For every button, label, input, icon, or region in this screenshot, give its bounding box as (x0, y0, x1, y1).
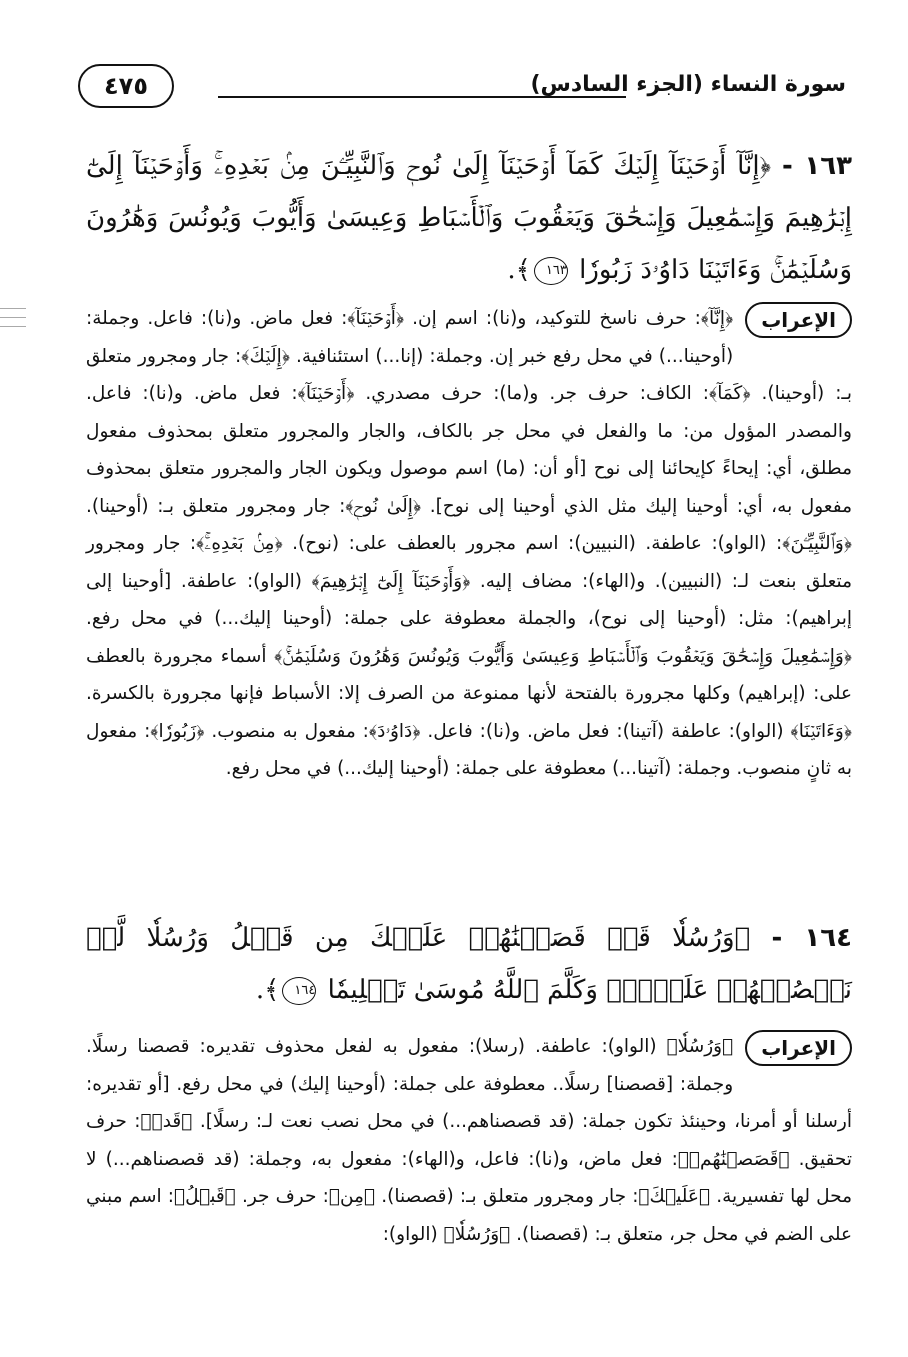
irab-163 (86, 300, 852, 788)
verse-number: ١٦٣ - (781, 151, 853, 181)
verse-164 (86, 912, 852, 1016)
verse-163 (86, 140, 852, 296)
ayah-end-marker: ١٦٣ (534, 257, 568, 285)
page-header (78, 62, 846, 118)
verse-closing: ﴾. (507, 255, 531, 285)
margin-scan-marks (0, 300, 40, 360)
verse-number: ١٦٤ - (771, 923, 853, 953)
page-number: ٤٧٥ (78, 64, 174, 108)
verse-closing: ﴾. (255, 975, 280, 1005)
irab-text: ﴿إِنَّآ﴾: حرف ناسخ للتوكيد، و(نا): اسم إن. ﴿أَوۡحَيۡنَآ﴾: فعل ماض. و(نا): فاعل. وجملة: (أوحينا...) في محل رفع خبر إن. وجملة: (إنا...) استئنافية. ﴿إِلَيۡكَ﴾: جار ومجرور متعلق بـ: (أوحينا). ﴿كَمَآ﴾: الكاف: حرف جر. و(ما): حرف مصدري. ﴿أَوۡحَيۡنَآ﴾: فعل ماض. و(نا): فاعل. والمصدر المؤول من: ما والفعل في محل جر بالكاف، والجار والمجرور متعلق بمحذوف مفعول مطلق، أي: إيحاءً كإيحائنا إلى نوح [أو أن: (ما) اسم موصول ويكون الجار والمجرور متعلق بمحذوف مفعول به، أي: أوحينا إليك مثل الذي أوحينا إلى نوح]. ﴿إِلَىٰ نُوحٖ﴾: جار ومجرور متعلق بـ: (أوحينا). ﴿وَٱلنَّبِيِّـۧنَ﴾: (الواو): عاطفة. (النبيين): اسم مجرور بالعطف على: (نوح). ﴿مِنۢ بَعۡدِهِۦۚ﴾: جار ومجرور متعلق بنعت لـ: (النبيين). و(الهاء): مضاف إليه. ﴿وَأَوۡحَيۡنَآ إِلَىٰٓ إِبۡرَٰهِيمَ﴾ (الواو): عاطفة. [أوحينا إلى إبراهيم): مثل: (أوحينا إلى نوح)، والجملة معطوفة على جملة: (أوحينا إليك...) في محل رفع. ﴿وَإِسۡمَٰعِيلَ وَإِسۡحَٰقَ وَيَعۡقُوبَ وَٱلۡأَسۡبَاطِ وَعِيسَىٰ وَأَيُّوبَ وَيُونُسَ وَهَٰرُونَ وَسُلَيۡمَٰنَۚ﴾ أسماء مجرورة بالعطف على: (إبراهيم) وكلها مجرورة بالفتحة لأنها ممنوعة من الصرف إلا: الأسباط فإنها مجرورة بالكسرة. ﴿وَءَاتَيۡنَا﴾ (الواو): عاطفة (آتينا): فعل ماض. و(نا): فاعل. ﴿دَاوُۥدَ﴾: مفعول به منصوب. ﴿زَبُورٗا﴾: مفعول به ثانٍ منصوب. وجملة: (آتينا...) معطوفة على جملة: (أوحينا إليك...) في محل رفع. (86, 308, 852, 779)
irab-164 (86, 1028, 852, 1253)
verse-text: ﴿وَرُسُلٗا قَدۡ قَصَصۡنَٰهُمۡ عَلَيۡكَ مِن قَبۡلُ وَرُسُلٗا لَّمۡ نَقۡصُصۡهُمۡ عَلَيۡكَۚ وَكَلَّمَ ٱللَّهُ مُوسَىٰ تَكۡلِيمٗا (86, 923, 852, 1005)
irab-text: ﴿وَرُسُلٗا﴾ (الواو): عاطفة. (رسلا): مفعول به لفعل محذوف تقديره: قصصنا رسلًا. وجملة: [قصصنا] رسلًا.. معطوفة على جملة: (أوحينا إليك) في محل رفع. [أو تقديره: أرسلنا أو أمرنا، وحينئذ تكون جملة: (قد قصصناهم...) في محل نصب نعت لـ: رسلًا]. ﴿قَدۡ﴾: حرف تحقيق. ﴿قَصَصۡنَٰهُمۡ﴾: فعل ماض، و(نا): فاعل، و(الهاء): مفعول به، وجملة: (قد قصصناهم...) لا محل لها تفسيرية. ﴿عَلَيۡكَ﴾: جار ومجرور متعلق بـ: (قصصنا). ﴿مِن﴾: حرف جر. ﴿قَبۡلُ﴾: اسم مبني على الضم في محل جر، متعلق بـ: (قصصنا). ﴿وَرُسُلٗا﴾ (الواو): (86, 1036, 852, 1245)
running-title: سورة النساء (الجزء السادس) (530, 72, 846, 97)
irab-badge: الإعراب (745, 302, 852, 338)
irab-badge: الإعراب (745, 1030, 852, 1066)
ayah-end-marker: ١٦٤ (282, 977, 316, 1005)
verse-text: ﴿إِنَّآ أَوۡحَيۡنَآ إِلَيۡكَ كَمَآ أَوۡحَيۡنَآ إِلَىٰ نُوحٖ وَٱلنَّبِيِّـۧنَ مِنۢ بَعۡدِهِۦۚ وَأَوۡحَيۡنَآ إِلَىٰٓ إِبۡرَٰهِيمَ وَإِسۡمَٰعِيلَ وَإِسۡحَٰقَ وَيَعۡقُوبَ وَٱلۡأَسۡبَاطِ وَعِيسَىٰ وَأَيُّوبَ وَيُونُسَ وَهَٰرُونَ وَسُلَيۡمَٰنَۚ وَءَاتَيۡنَا دَاوُۥدَ زَبُورٗا (86, 151, 852, 285)
